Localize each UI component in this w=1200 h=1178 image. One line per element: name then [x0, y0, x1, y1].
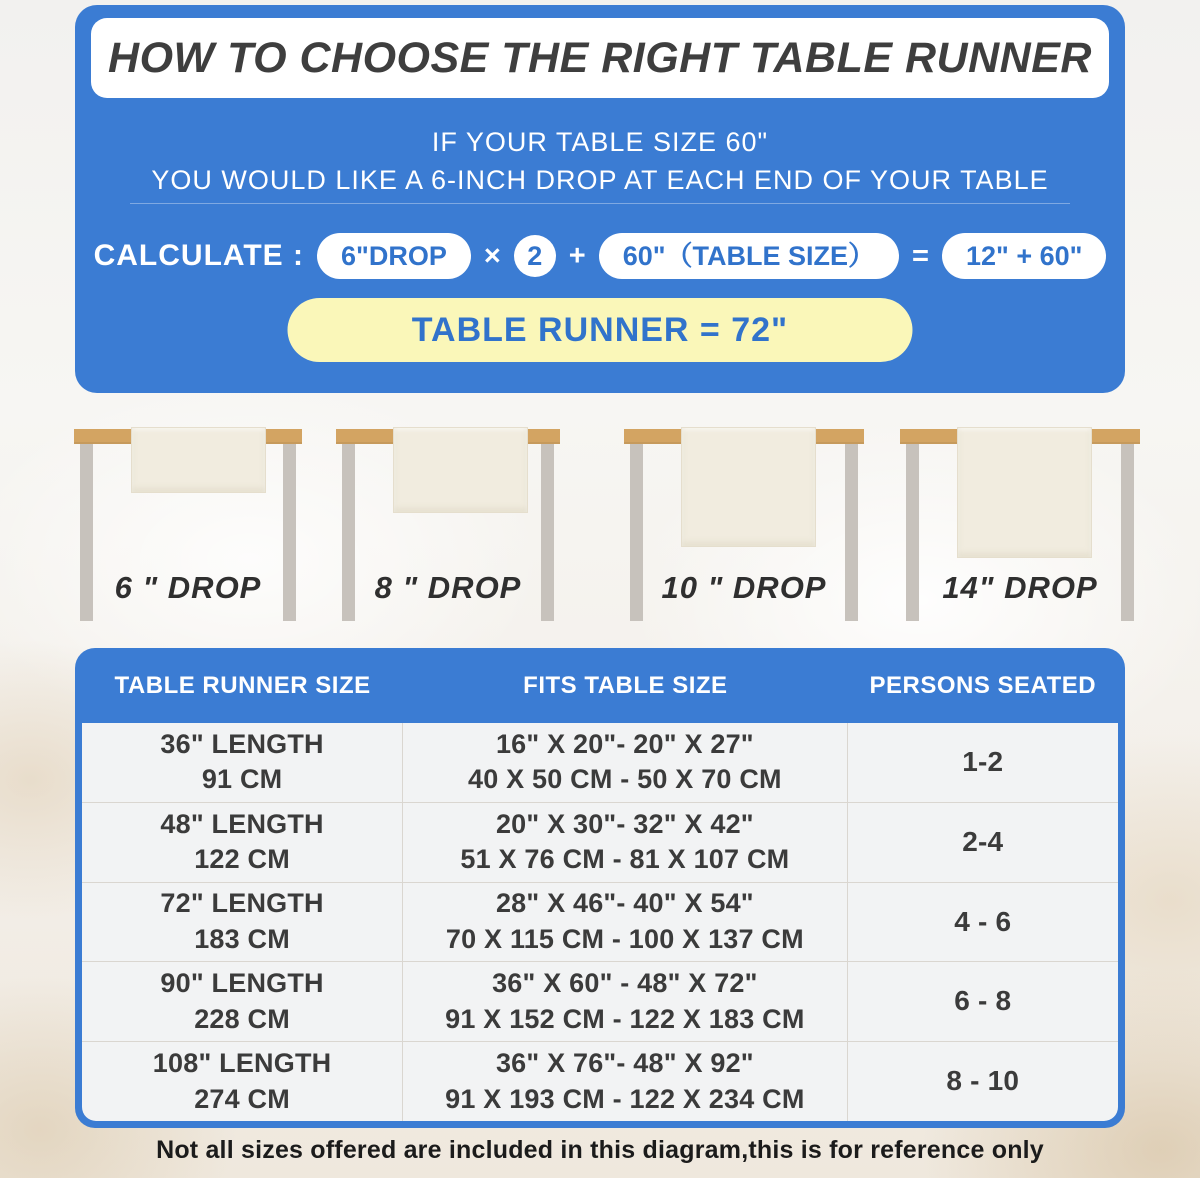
- title-bar: [91, 18, 1109, 98]
- drop-figure-10in: [624, 427, 864, 632]
- persons-cell: 6 - 8: [954, 985, 1012, 1017]
- runner-size-cell: [82, 803, 403, 882]
- size-table-body: [82, 723, 1118, 1121]
- drop-label: 14" DROP: [942, 570, 1098, 605]
- divider-line: [130, 203, 1070, 204]
- size-table-panel: [75, 648, 1125, 1128]
- runner-length-in: 36" LENGTH: [160, 728, 324, 759]
- reference-note: Not all sizes offered are included in this diagram,this is for reference only: [156, 1136, 1044, 1164]
- multiplier-circle: 2: [514, 235, 556, 277]
- runner-size-cell: [82, 962, 403, 1041]
- fits-size-in: 16" X 20"- 20" X 27": [495, 728, 754, 759]
- fits-table-cell: [403, 962, 847, 1041]
- runner-cloth: [393, 427, 528, 513]
- runner-length-cm: 274 CM: [194, 1083, 290, 1114]
- sum-pill: 12" + 60": [942, 233, 1106, 279]
- times-sign: ×: [483, 239, 501, 272]
- equals-sign: =: [912, 239, 929, 272]
- table-row: [82, 961, 1118, 1041]
- subtitle-line-2: YOU WOULD LIKE A 6-INCH DROP AT EACH END OF YOUR TABLE: [151, 165, 1049, 195]
- runner-length-in: 90" LENGTH: [160, 968, 324, 999]
- fits-size-in: 36" X 60" - 48" X 72": [492, 968, 758, 999]
- runner-result-pill: TABLE RUNNER = 72": [288, 298, 913, 362]
- runner-cloth: [681, 427, 816, 547]
- runner-cloth: [131, 427, 266, 493]
- drop-pill: 6"DROP: [317, 233, 471, 279]
- runner-length-cm: 183 CM: [194, 923, 290, 954]
- runner-length-cm: 122 CM: [194, 844, 290, 875]
- fits-size-cm: 51 X 76 CM - 81 X 107 CM: [460, 844, 790, 875]
- table-row: [82, 802, 1118, 882]
- plus-sign: +: [568, 239, 586, 272]
- runner-length-in: 72" LENGTH: [160, 888, 324, 919]
- table-size-pill: 60"（TABLE SIZE）: [599, 233, 899, 279]
- runner-size-cell: [82, 883, 403, 962]
- fits-size-cm: 91 X 193 CM - 122 X 234 CM: [445, 1083, 805, 1114]
- runner-length-cm: 228 CM: [194, 1003, 290, 1034]
- column-header-fits-table: FITS TABLE SIZE: [523, 671, 728, 699]
- fits-size-in: 28" X 46"- 40" X 54": [495, 888, 754, 919]
- fits-table-cell: [403, 803, 847, 882]
- table-row: [82, 723, 1118, 802]
- drop-label: 6 " DROP: [114, 570, 262, 605]
- drop-figure-8in: [336, 427, 560, 632]
- runner-length-in: 108" LENGTH: [152, 1047, 332, 1078]
- persons-cell: 8 - 10: [946, 1065, 1020, 1097]
- calculate-label: CALCULATE :: [93, 239, 304, 272]
- fits-table-cell: [403, 1042, 847, 1121]
- drop-figure-14in: [900, 427, 1140, 632]
- column-header-persons: PERSONS SEATED: [869, 671, 1097, 699]
- fits-size-in: 36" X 76"- 48" X 92": [495, 1047, 754, 1078]
- runner-length-cm: 91 CM: [201, 764, 283, 795]
- fits-table-cell: [403, 883, 847, 962]
- table-row: [82, 1041, 1118, 1121]
- hero-banner: [75, 5, 1125, 393]
- column-header-runner-size: TABLE RUNNER SIZE: [114, 671, 371, 699]
- fits-size-in: 20" X 30"- 32" X 42": [495, 808, 754, 839]
- persons-cell: 2-4: [962, 825, 1004, 857]
- table-row: [82, 882, 1118, 962]
- runner-size-cell: [82, 1042, 403, 1121]
- runner-length-in: 48" LENGTH: [160, 808, 324, 839]
- persons-cell: 1-2: [962, 745, 1004, 777]
- drop-figure-6in: [74, 427, 302, 632]
- fits-table-cell: [403, 723, 847, 802]
- persons-cell: 4 - 6: [954, 905, 1012, 937]
- calculation-row: [75, 233, 1125, 279]
- fits-size-cm: 70 X 115 CM - 100 X 137 CM: [445, 923, 804, 954]
- fits-size-cm: 91 X 152 CM - 122 X 183 CM: [445, 1003, 805, 1034]
- drop-label: 8 " DROP: [374, 570, 522, 605]
- page-title: HOW TO CHOOSE THE RIGHT TABLE RUNNER: [108, 33, 1092, 82]
- drop-label: 10 " DROP: [661, 570, 827, 605]
- fits-size-cm: 40 X 50 CM - 50 X 70 CM: [468, 764, 782, 795]
- runner-size-cell: [82, 723, 403, 802]
- runner-cloth: [957, 427, 1092, 558]
- subtitle-line-1: IF YOUR TABLE SIZE 60": [431, 127, 769, 157]
- size-table-header: [82, 648, 1118, 723]
